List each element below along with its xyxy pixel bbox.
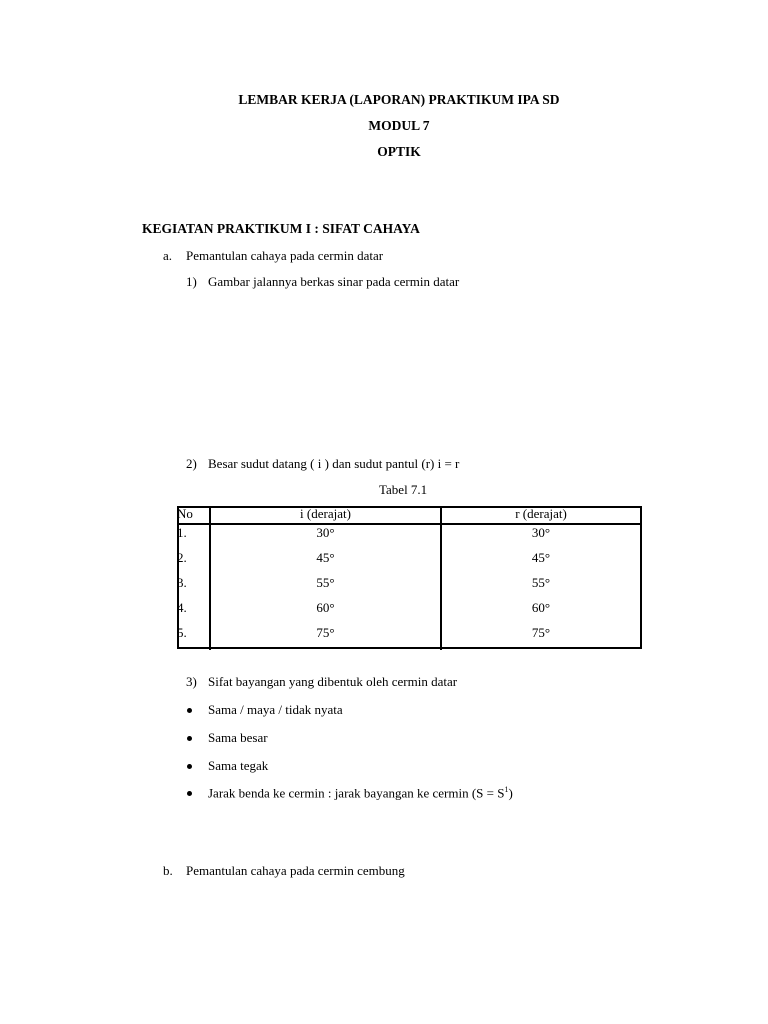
header-no: No [177, 506, 210, 524]
row-i: 75° [210, 625, 441, 650]
bullet-item-distance [208, 785, 513, 801]
row-r: 60° [531, 600, 551, 615]
distance-text: Jarak benda ke cermin : jarak bayangan ke cermin (S = S [208, 785, 505, 801]
bullet-icon [187, 736, 192, 741]
row-r: 45° [531, 550, 551, 565]
bullet-icon [187, 764, 192, 769]
row-i: 30° [210, 524, 441, 550]
row-no: 1. [177, 524, 210, 550]
bullet-item: Sama tegak [208, 758, 269, 773]
row-r: 55° [531, 575, 551, 590]
bullet-item: Sama / maya / tidak nyata [208, 702, 343, 717]
header-i: i (derajat) [210, 506, 441, 524]
section-title: KEGIATAN PRAKTIKUM I : SIFAT CAHAYA [142, 221, 420, 236]
table-row [177, 625, 640, 650]
table-header-row [177, 506, 640, 524]
table-caption: Tabel 7.1 [379, 482, 428, 497]
row-i: 55° [210, 575, 441, 600]
header-r: r (derajat) [441, 506, 640, 524]
distance-close: ) [508, 785, 513, 801]
table-row [177, 550, 640, 575]
table-row [177, 600, 640, 625]
row-no: 5. [177, 625, 210, 650]
bullet-icon [187, 708, 192, 713]
module-topic: OPTIK [377, 144, 421, 159]
row-r: 30° [531, 525, 551, 540]
item-b-text: Pemantulan cahaya pada cermin cembung [186, 863, 405, 878]
table-row [177, 524, 640, 550]
item-a-marker: a. [163, 248, 173, 263]
table-row [177, 575, 640, 600]
bullet-icon [187, 791, 192, 796]
item-3-marker: 3) [186, 674, 197, 689]
row-i: 60° [210, 600, 441, 625]
row-r: 75° [531, 625, 551, 640]
document-title: LEMBAR KERJA (LAPORAN) PRAKTIKUM IPA SD [238, 92, 560, 107]
row-no: 4. [177, 600, 210, 625]
row-no: 3. [177, 575, 210, 600]
row-no: 2. [177, 550, 210, 575]
item-1-text: Gambar jalannya berkas sinar pada cermin datar [208, 274, 460, 289]
distance-superscript: 1 [504, 785, 509, 794]
item-3-text: Sifat bayangan yang dibentuk oleh cermin datar [208, 674, 458, 689]
row-i: 45° [210, 550, 441, 575]
item-2-marker: 2) [186, 456, 197, 471]
angle-table [177, 506, 640, 650]
item-b-marker: b. [163, 863, 173, 878]
bullet-item: Sama besar [208, 730, 268, 745]
item-a-text: Pemantulan cahaya pada cermin datar [186, 248, 384, 263]
item-2-text: Besar sudut datang ( i ) dan sudut pantul (r) i = r [208, 456, 460, 471]
module-number: MODUL 7 [368, 118, 430, 133]
item-1-marker: 1) [186, 274, 197, 289]
